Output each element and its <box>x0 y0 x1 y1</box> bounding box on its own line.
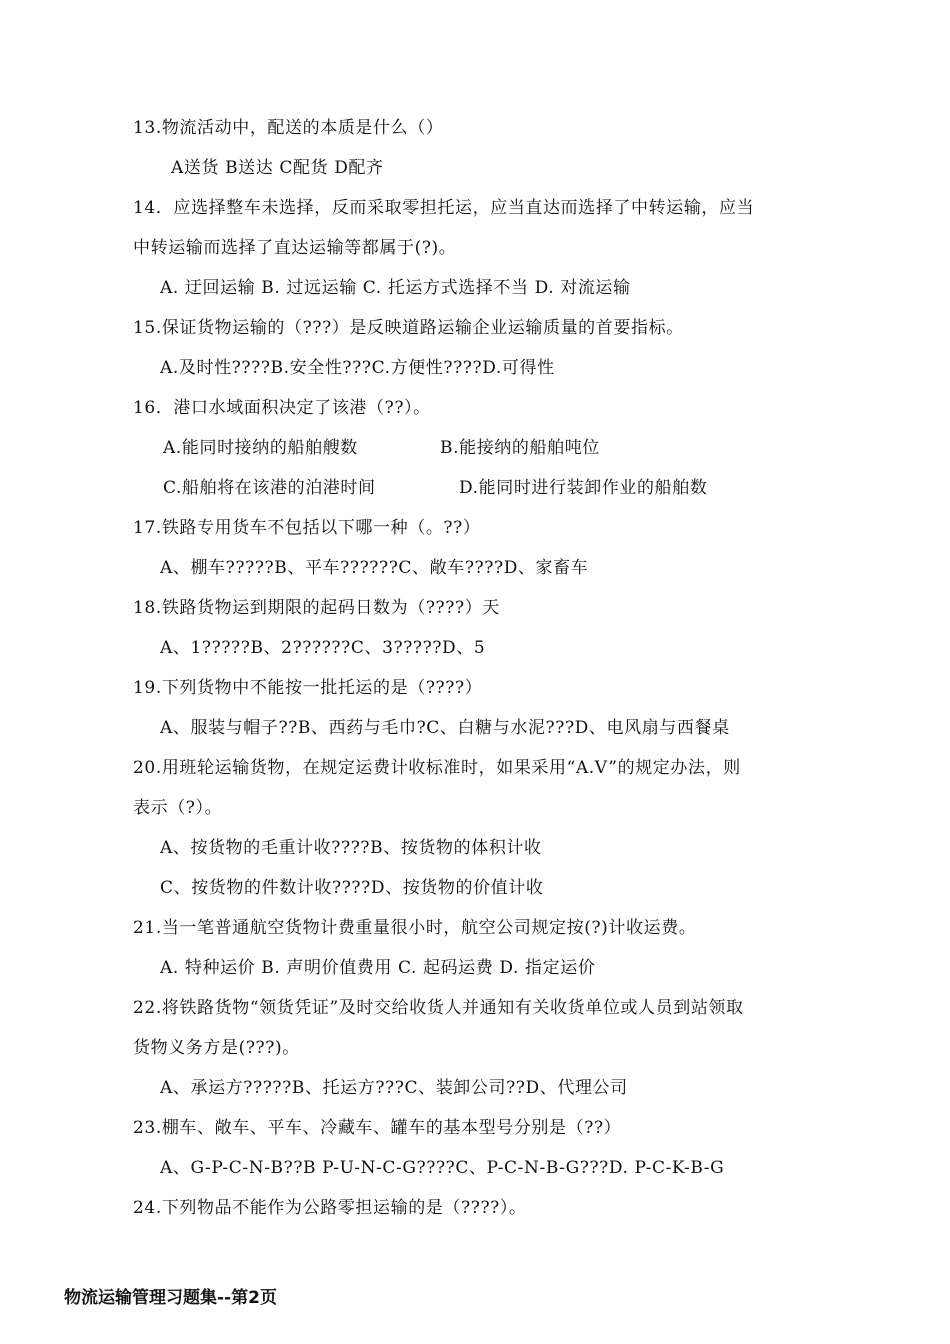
question-20-line-1: 20.用班轮运输货物，在规定运费计收标准时，如果采用“A.V”的规定办法，则 <box>133 758 741 778</box>
options-18: A、1?????B、2??????C、3?????D、5 <box>160 638 486 658</box>
options-21: A. 特种运价 B. 声明价值费用 C. 起码运费 D. 指定运价 <box>160 958 596 978</box>
options-17: A、棚车?????B、平车??????C、敞车????D、家畜车 <box>160 558 589 578</box>
option-16-b: B.能接纳的船舶吨位 <box>440 438 600 458</box>
question-22-line-2: 货物义务方是(???)。 <box>133 1038 300 1058</box>
options-14: A. 迂回运输 B. 过远运输 C. 托运方式选择不当 D. 对流运输 <box>160 278 631 298</box>
question-15: 15.保证货物运输的（???）是反映道路运输企业运输质量的首要指标。 <box>133 318 684 338</box>
question-24: 24.下列物品不能作为公路零担运输的是（????）。 <box>133 1198 527 1218</box>
question-13: 13.物流活动中，配送的本质是什么（） <box>133 118 444 138</box>
options-20-ab: A、按货物的毛重计收????B、按货物的体积计收 <box>160 838 542 858</box>
options-13: A送货 B送达 C配货 D配齐 <box>171 158 384 178</box>
question-14-line-2: 中转运输而选择了直达运输等都属于(?)。 <box>133 238 457 258</box>
question-20-line-2: 表示（?）。 <box>133 798 223 818</box>
options-22: A、承运方?????B、托运方???C、装卸公司??D、代理公司 <box>160 1078 628 1098</box>
question-23: 23.棚车、敞车、平车、冷藏车、罐车的基本型号分别是（??） <box>133 1118 622 1138</box>
question-22-line-1: 22.将铁路货物“领货凭证”及时交给收货人并通知有关收货单位或人员到站领取 <box>133 998 744 1018</box>
option-16-a: A.能同时接纳的船舶艘数 <box>163 438 358 458</box>
page-footer: 物流运输管理习题集--第2页 <box>64 1288 277 1308</box>
options-15: A.及时性????B.安全性???C.方便性????D.可得性 <box>160 358 555 378</box>
question-19: 19.下列货物中不能按一批托运的是（????） <box>133 678 483 698</box>
options-23: A、G-P-C-N-B??B P-U-N-C-G????C、P-C-N-B-G???D. P-C-K-B-G <box>160 1158 725 1178</box>
question-16: 16．港口水域面积决定了该港（??）。 <box>133 398 431 418</box>
question-17: 17.铁路专用货车不包括以下哪一种（。??） <box>133 518 481 538</box>
options-19: A、服装与帽子??B、西药与毛巾?C、白糖与水泥???D、电风扇与西餐桌 <box>160 718 730 738</box>
question-21: 21.当一笔普通航空货物计费重量很小时，航空公司规定按(?)计收运费。 <box>133 918 697 938</box>
question-14-line-1: 14．应选择整车未选择，反而采取零担托运，应当直达而选择了中转运输，应当 <box>133 198 755 218</box>
options-20-cd: C、按货物的件数计收????D、按货物的价值计收 <box>160 878 544 898</box>
question-18: 18.铁路货物运到期限的起码日数为（????）天 <box>133 598 500 618</box>
option-16-c: C.船舶将在该港的泊港时间 <box>163 478 376 498</box>
option-16-d: D.能同时进行装卸作业的船舶数 <box>459 478 708 498</box>
